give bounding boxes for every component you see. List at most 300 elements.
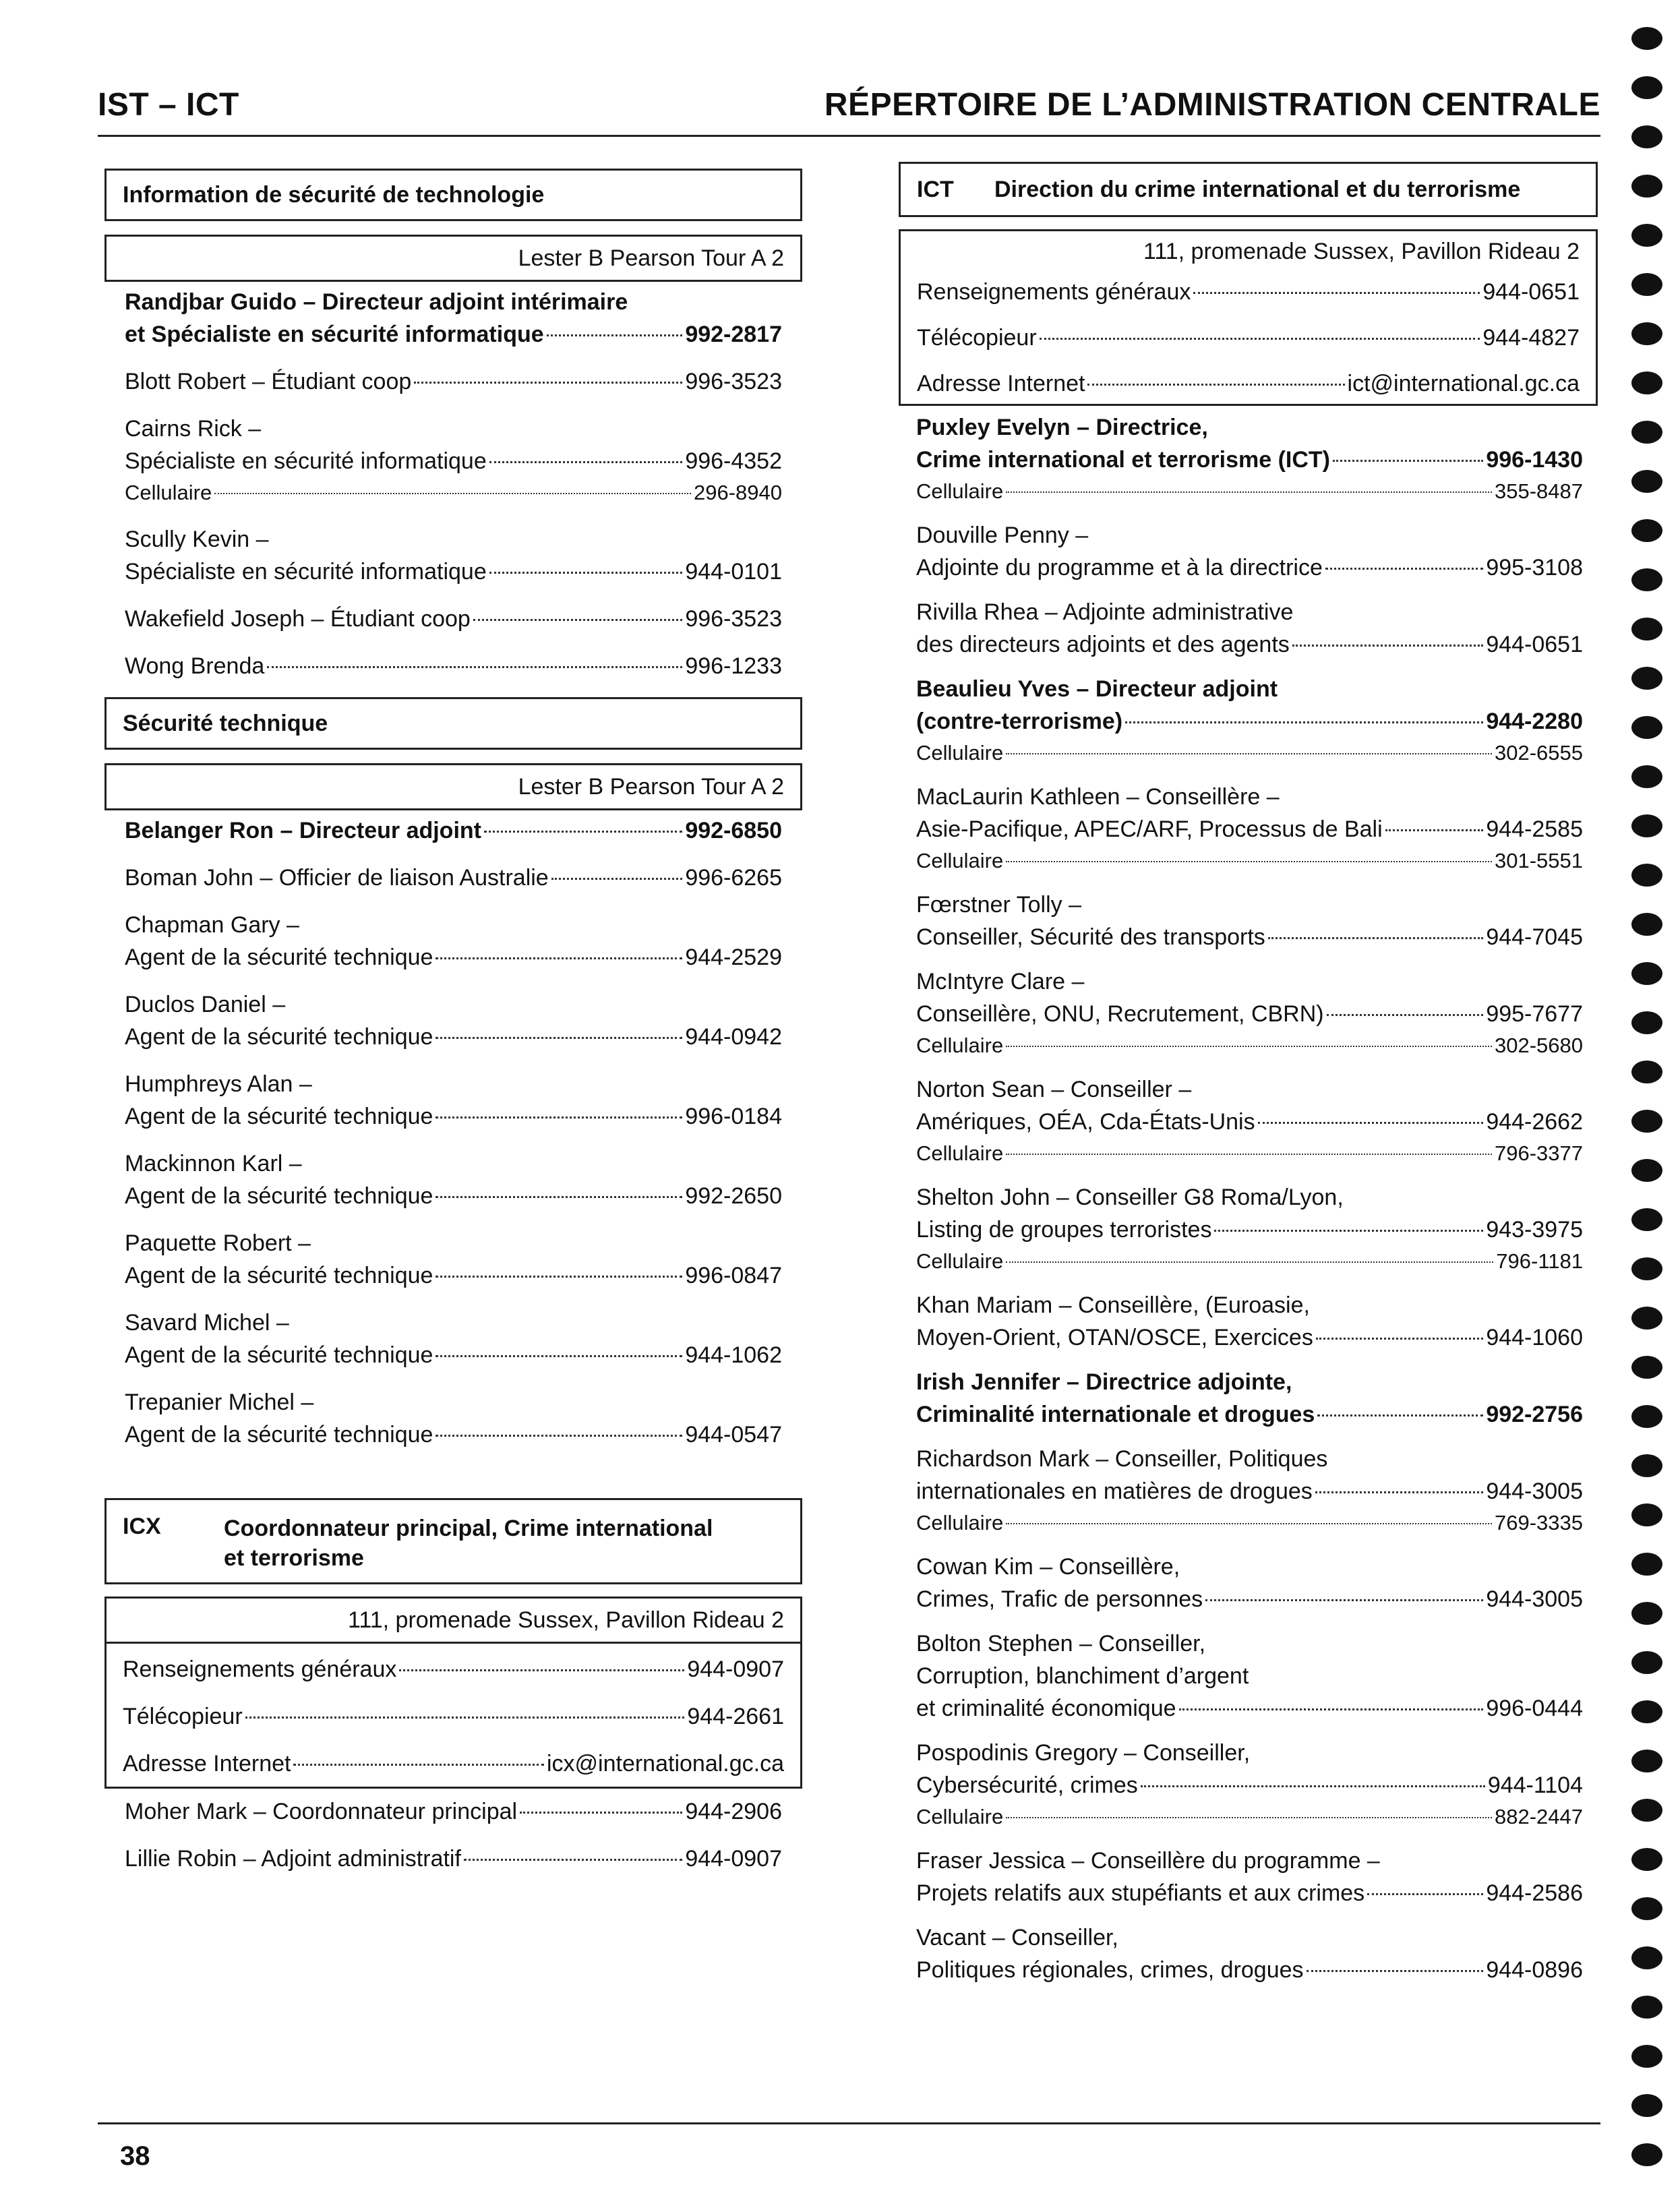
entry-name-line: Beaulieu Yves – Directeur adjoint [916, 676, 1278, 702]
entry-name-line: Cairns Rick – [125, 416, 262, 442]
entry-name-line: Fraser Jessica – Conseillère du programme – [916, 1848, 1380, 1874]
cell-number: 882-2447 [1494, 1805, 1583, 1828]
entry-name-line: Douville Penny – [916, 523, 1089, 548]
info-row [917, 322, 1580, 354]
phone-number: 996-3523 [685, 369, 782, 394]
binder-hole [1631, 765, 1662, 788]
leader-dots [1141, 1785, 1485, 1787]
directory-entry [916, 1289, 1583, 1354]
info-value: 944-0907 [687, 1657, 784, 1682]
section-title-box [104, 697, 802, 750]
leader-dots [1006, 491, 1492, 493]
cell-number: 301-5551 [1494, 849, 1583, 872]
entry-name-line: Duclos Daniel – [125, 992, 286, 1017]
binder-hole [1631, 2045, 1662, 2068]
leader-dots [1193, 292, 1480, 294]
cell-row [916, 1246, 1583, 1277]
directory-entry [125, 1147, 782, 1212]
entry-title: des directeurs adjoints et des agents [916, 632, 1290, 657]
directory-entry [916, 596, 1583, 661]
entry-row [125, 1843, 782, 1875]
binder-hole [1631, 1700, 1662, 1723]
entry-row [916, 628, 1583, 661]
directory-entry [125, 286, 782, 351]
phone-number: 944-0896 [1486, 1957, 1583, 1983]
info-value: 944-0651 [1482, 279, 1580, 305]
contact-info [107, 1642, 800, 1787]
cell-row [916, 1508, 1583, 1539]
footer-rule [98, 2122, 1600, 2124]
entry-title: et Spécialiste en sécurité informatique [125, 322, 544, 347]
phone-number: 996-1233 [685, 653, 782, 679]
leader-dots [1006, 861, 1492, 862]
leader-dots [436, 1116, 682, 1118]
binder-hole [1631, 1946, 1662, 1969]
entry-name-line: Vacant – Conseiller, [916, 1925, 1118, 1950]
binder-hole [1631, 175, 1662, 198]
entry-title: Agent de la sécurité technique [125, 945, 433, 970]
leader-dots [436, 957, 682, 959]
entry-title: Agent de la sécurité technique [125, 1342, 433, 1368]
phone-number: 944-2906 [685, 1799, 782, 1824]
leader-dots [293, 1764, 543, 1766]
entry-list [899, 406, 1598, 1986]
entry-list [104, 810, 802, 1451]
entry-row [916, 1214, 1583, 1246]
left-column [104, 169, 802, 1890]
entry-row [125, 814, 782, 847]
directory-entry [916, 411, 1583, 507]
leader-dots [1006, 1261, 1493, 1263]
phone-number: 996-4352 [685, 448, 782, 474]
entry-title: Criminalité internationale et drogues [916, 1402, 1315, 1427]
entry-title: Crimes, Trafic de personnes [916, 1586, 1203, 1612]
phone-number: 944-1104 [1487, 1772, 1583, 1798]
entry-row [125, 1339, 782, 1371]
entry-row [916, 813, 1583, 845]
directory-entry [125, 988, 782, 1053]
info-row [123, 1653, 784, 1685]
address: 111, promenade Sussex, Pavillon Rideau 2 [1143, 238, 1580, 264]
header-directory-title: RÉPERTOIRE DE L’ADMINISTRATION CENTRALE [824, 87, 1600, 123]
phone-number: 943-3975 [1486, 1217, 1583, 1243]
entry-name-line: Cowan Kim – Conseillère, [916, 1554, 1180, 1580]
entry-name-line: Richardson Mark – Conseiller, Politiques [916, 1446, 1328, 1472]
binder-hole [1631, 1257, 1662, 1280]
phone-number: 996-0184 [685, 1104, 782, 1129]
directory-entry [916, 1737, 1583, 1832]
leader-dots [1367, 1893, 1483, 1895]
directory-entry [916, 1551, 1583, 1615]
address: 111, promenade Sussex, Pavillon Rideau 2 [347, 1607, 784, 1633]
cell-number: 302-5680 [1494, 1034, 1583, 1057]
email-address: icx@international.gc.ca [546, 1751, 784, 1777]
leader-dots [489, 461, 683, 463]
phone-number: 996-0847 [685, 1263, 782, 1288]
cell-label: Cellulaire [916, 1511, 1004, 1534]
header-section-code: IST – ICT [98, 87, 239, 123]
entry-title: Amériques, OÉA, Cda-États-Unis [916, 1109, 1255, 1135]
section-code: ICX [123, 1514, 161, 1539]
right-column [899, 162, 1598, 1986]
entry-row [125, 650, 782, 682]
binder-hole [1631, 2143, 1662, 2166]
info-value: 944-4827 [1482, 325, 1580, 351]
phone-number: 995-7677 [1486, 1001, 1583, 1027]
leader-dots [436, 1355, 682, 1357]
entry-row [125, 1795, 782, 1828]
directory-entry [916, 781, 1583, 876]
binder-hole [1631, 224, 1662, 247]
directory-entry [125, 1227, 782, 1292]
phone-number: 944-3005 [1486, 1479, 1583, 1504]
leader-dots [1385, 829, 1484, 831]
entry-title: Cybersécurité, crimes [916, 1772, 1138, 1798]
binder-hole [1631, 1307, 1662, 1330]
entry-title: Asie-Pacifique, APEC/ARF, Processus de Bali [916, 816, 1383, 842]
entry-row [916, 998, 1583, 1030]
cell-number: 296-8940 [693, 481, 782, 504]
binder-hole [1631, 1996, 1662, 2019]
leader-dots [1006, 753, 1492, 754]
entry-title: Conseillère, ONU, Recrutement, CBRN) [916, 1001, 1324, 1027]
cell-row [916, 845, 1583, 876]
directory-entry [125, 909, 782, 974]
entry-name-line2: Corruption, blanchiment d’argent [916, 1663, 1249, 1689]
address-box [104, 235, 802, 282]
directory-entry [916, 673, 1583, 769]
address: Lester B Pearson Tour A 2 [518, 245, 784, 271]
entry-title: Agent de la sécurité technique [125, 1183, 433, 1209]
cell-row [916, 738, 1583, 769]
cell-row [916, 476, 1583, 507]
entry-row [125, 318, 782, 351]
directory-entry [916, 889, 1583, 953]
entry-title: Belanger Ron – Directeur adjoint [125, 818, 481, 843]
phone-number: 944-0942 [685, 1024, 782, 1050]
binder-hole [1631, 716, 1662, 739]
binder-hole [1631, 667, 1662, 690]
entry-row [916, 1769, 1583, 1801]
entry-row [916, 1106, 1583, 1138]
binder-hole [1631, 913, 1662, 936]
binder-hole [1631, 864, 1662, 887]
leader-dots [1006, 1046, 1492, 1047]
leader-dots [1317, 1414, 1483, 1416]
entry-title: Agent de la sécurité technique [125, 1104, 433, 1129]
address-box [901, 231, 1596, 272]
entry-row [125, 556, 782, 588]
info-row [917, 367, 1580, 400]
leader-dots [547, 334, 683, 336]
phone-number: 992-6850 [685, 818, 782, 843]
binder-hole [1631, 1750, 1662, 1772]
binder-hole [1631, 1208, 1662, 1231]
entry-row [916, 1583, 1583, 1615]
directory-entry [125, 650, 782, 682]
phone-number: 996-3523 [685, 606, 782, 632]
directory-entry [916, 1073, 1583, 1169]
leader-dots [1307, 1970, 1484, 1972]
entry-title: Lillie Robin – Adjoint administratif [125, 1846, 461, 1872]
entry-title: Moyen-Orient, OTAN/OSCE, Exercices [916, 1325, 1313, 1350]
phone-number: 944-0547 [685, 1422, 782, 1448]
header-rule [98, 135, 1600, 137]
directory-entry [125, 1795, 782, 1828]
entry-title: Boman John – Officier de liaison Australie [125, 865, 549, 891]
cell-row [916, 1801, 1583, 1832]
cell-label: Cellulaire [916, 1805, 1004, 1828]
entry-title: Agent de la sécurité technique [125, 1263, 433, 1288]
binder-hole [1631, 1110, 1662, 1133]
binder-hole [1631, 1011, 1662, 1034]
info-label: Adresse Internet [123, 1751, 291, 1777]
entry-name-line: Puxley Evelyn – Directrice, [916, 415, 1208, 440]
section-title-text [224, 1514, 713, 1573]
entry-title: Spécialiste en sécurité informatique [125, 559, 487, 585]
entry-row [916, 1692, 1583, 1725]
entry-row [125, 603, 782, 635]
entry-row [916, 705, 1583, 738]
directory-entry [916, 1628, 1583, 1725]
entry-title: internationales en matières de drogues [916, 1479, 1313, 1504]
entry-name-line: Pospodinis Gregory – Conseiller, [916, 1740, 1251, 1766]
entry-row [916, 551, 1583, 584]
entry-row [125, 1180, 782, 1212]
cell-label: Cellulaire [916, 849, 1004, 872]
entry-title: Spécialiste en sécurité informatique [125, 448, 487, 474]
leader-dots [414, 382, 682, 384]
binder-hole [1631, 568, 1662, 591]
entry-row [916, 1475, 1583, 1508]
entry-name-line: Mackinnon Karl – [125, 1151, 302, 1176]
email-address: ict@international.gc.ca [1347, 371, 1580, 396]
cell-label: Cellulaire [916, 1141, 1004, 1165]
binder-hole [1631, 371, 1662, 394]
entry-title: (contre-terrorisme) [916, 709, 1123, 734]
entry-row [125, 1419, 782, 1451]
entry-name-line: Irish Jennifer – Directrice adjointe, [916, 1369, 1292, 1395]
cell-label: Cellulaire [916, 1249, 1004, 1273]
address-info-box [104, 1597, 802, 1789]
leader-dots [245, 1717, 685, 1719]
binder-hole [1631, 1897, 1662, 1920]
binder-hole [1631, 1356, 1662, 1379]
leader-dots [436, 1435, 682, 1437]
directory-entry [916, 1181, 1583, 1277]
entry-title: Wakefield Joseph – Étudiant coop [125, 606, 471, 632]
entry-name-line: Shelton John – Conseiller G8 Roma/Lyon, [916, 1185, 1344, 1210]
directory-entry [125, 814, 782, 847]
section-title-box [899, 162, 1598, 217]
entry-title: Projets relatifs aux stupéfiants et aux crimes [916, 1880, 1365, 1906]
directory-entry [916, 1366, 1583, 1431]
info-value: 944-2661 [687, 1704, 784, 1729]
phone-number: 944-2529 [685, 945, 782, 970]
cell-number: 796-1181 [1496, 1249, 1583, 1273]
directory-entry [125, 413, 782, 508]
section-title: Direction du crime international et du terrorisme [994, 176, 1521, 202]
address-info-box [899, 229, 1598, 406]
address-box [104, 763, 802, 810]
entry-row [916, 444, 1583, 476]
entry-row [125, 1100, 782, 1133]
directory-entry [916, 519, 1583, 584]
leader-dots [551, 878, 683, 880]
leader-dots [214, 493, 691, 494]
entry-name-line: MacLaurin Kathleen – Conseillère – [916, 784, 1280, 810]
leader-dots [436, 1276, 682, 1278]
entry-name-line: Chapman Gary – [125, 912, 299, 938]
binder-hole [1631, 27, 1662, 50]
phone-number: 992-2817 [685, 322, 782, 347]
binder-hole [1631, 125, 1662, 148]
entry-title: Adjointe du programme et à la directrice [916, 555, 1323, 580]
section-title-line2: et terrorisme [224, 1545, 364, 1571]
leader-dots [436, 1196, 682, 1198]
contact-info [901, 272, 1596, 404]
entry-row [125, 365, 782, 398]
entry-row [125, 445, 782, 477]
entry-row [916, 1877, 1583, 1909]
binder-hole [1631, 1405, 1662, 1428]
directory-entry [125, 1307, 782, 1371]
section-title: Sécurité technique [123, 710, 328, 736]
binder-hole [1631, 1503, 1662, 1526]
phone-number: 944-0101 [685, 559, 782, 585]
entry-row [125, 862, 782, 894]
cell-row [916, 1138, 1583, 1169]
directory-entry [125, 1843, 782, 1875]
phone-number: 996-6265 [685, 865, 782, 891]
page-number: 38 [120, 2141, 150, 2171]
section-code: ICT [917, 176, 954, 202]
cell-label: Cellulaire [916, 741, 1004, 765]
cell-number: 796-3377 [1494, 1141, 1583, 1165]
leader-dots [1006, 1523, 1492, 1524]
binder-hole [1631, 76, 1662, 99]
phone-number: 944-0907 [685, 1846, 782, 1872]
entry-row [916, 1954, 1583, 1986]
binder-hole [1631, 814, 1662, 837]
cell-label: Cellulaire [916, 479, 1004, 503]
entry-title: Listing de groupes terroristes [916, 1217, 1212, 1243]
leader-dots [1006, 1817, 1492, 1818]
entry-title: Politiques régionales, crimes, drogues [916, 1957, 1304, 1983]
info-row [123, 1700, 784, 1733]
phone-number: 944-2585 [1486, 816, 1583, 842]
entry-title: et criminalité économique [916, 1696, 1176, 1721]
leader-dots [1006, 1154, 1492, 1155]
phone-number: 995-3108 [1486, 555, 1583, 580]
binder-hole [1631, 470, 1662, 493]
directory-entry [916, 1443, 1583, 1539]
entry-title: Agent de la sécurité technique [125, 1024, 433, 1050]
directory-entry [125, 1386, 782, 1451]
entry-name-line: Khan Mariam – Conseillère, (Euroasie, [916, 1292, 1310, 1318]
phone-number: 996-1430 [1486, 447, 1583, 473]
entry-list [104, 282, 802, 682]
binder-hole [1631, 1799, 1662, 1822]
leader-dots [1179, 1708, 1484, 1710]
entry-title: Blott Robert – Étudiant coop [125, 369, 412, 394]
info-label: Adresse Internet [917, 371, 1085, 396]
leader-dots [1040, 338, 1480, 340]
info-label: Télécopieur [917, 325, 1037, 351]
cell-label: Cellulaire [916, 1034, 1004, 1057]
phone-number: 992-2756 [1486, 1402, 1583, 1427]
entry-row [125, 1021, 782, 1053]
section-title: Information de sécurité de technologie [123, 181, 545, 208]
cell-row [125, 477, 782, 508]
entry-name-line: Scully Kevin – [125, 527, 269, 552]
entry-name-line: Randjbar Guido – Directeur adjoint intérimaire [125, 289, 628, 315]
leader-dots [1125, 721, 1483, 723]
cell-number: 355-8487 [1494, 479, 1583, 503]
binder-hole [1631, 962, 1662, 985]
leader-dots [1325, 568, 1483, 570]
binder-hole [1631, 1159, 1662, 1182]
cell-number: 769-3335 [1494, 1511, 1583, 1534]
cell-number: 302-6555 [1494, 741, 1583, 765]
leader-dots [399, 1669, 684, 1671]
info-row [917, 276, 1580, 308]
info-label: Télécopieur [123, 1704, 243, 1729]
directory-entry [125, 523, 782, 588]
binder-hole [1631, 519, 1662, 542]
phone-number: 944-0651 [1486, 632, 1583, 657]
directory-entry [125, 603, 782, 635]
entry-name-line: Rivilla Rhea – Adjointe administrative [916, 599, 1294, 625]
entry-title: Conseiller, Sécurité des transports [916, 924, 1265, 950]
leader-dots [1333, 460, 1483, 462]
directory-entry [125, 862, 782, 894]
binder-hole [1631, 1553, 1662, 1576]
entry-name-line: McIntyre Clare – [916, 969, 1085, 994]
directory-entry [916, 1921, 1583, 1986]
entry-row [916, 1321, 1583, 1354]
cell-row [916, 1030, 1583, 1061]
leader-dots [473, 619, 682, 621]
leader-dots [436, 1037, 682, 1039]
phone-number: 944-2586 [1486, 1880, 1583, 1906]
binder-hole [1631, 421, 1662, 444]
leader-dots [520, 1812, 682, 1814]
leader-dots [1292, 645, 1484, 647]
phone-number: 996-0444 [1486, 1696, 1583, 1721]
leader-dots [1315, 1491, 1484, 1493]
binder-hole [1631, 618, 1662, 640]
entry-name-line: Norton Sean – Conseiller – [916, 1077, 1192, 1102]
entry-name-line: Savard Michel – [125, 1310, 289, 1336]
entry-name-line: Trepanier Michel – [125, 1390, 314, 1415]
entry-title: Crime international et terrorisme (ICT) [916, 447, 1331, 473]
phone-number: 944-7045 [1486, 924, 1583, 950]
entry-list [104, 1789, 802, 1875]
binder-hole [1631, 322, 1662, 345]
leader-dots [484, 831, 682, 833]
directory-entry [125, 365, 782, 398]
binder-hole [1631, 1848, 1662, 1871]
binder-hole [1631, 1061, 1662, 1083]
phone-number: 944-2662 [1486, 1109, 1583, 1135]
entry-row [125, 1259, 782, 1292]
leader-dots [1205, 1599, 1483, 1601]
section-title-line1: Coordonnateur principal, Crime international [224, 1516, 713, 1541]
directory-entry [125, 1068, 782, 1133]
binder-hole [1631, 2094, 1662, 2117]
entry-row [916, 921, 1583, 953]
